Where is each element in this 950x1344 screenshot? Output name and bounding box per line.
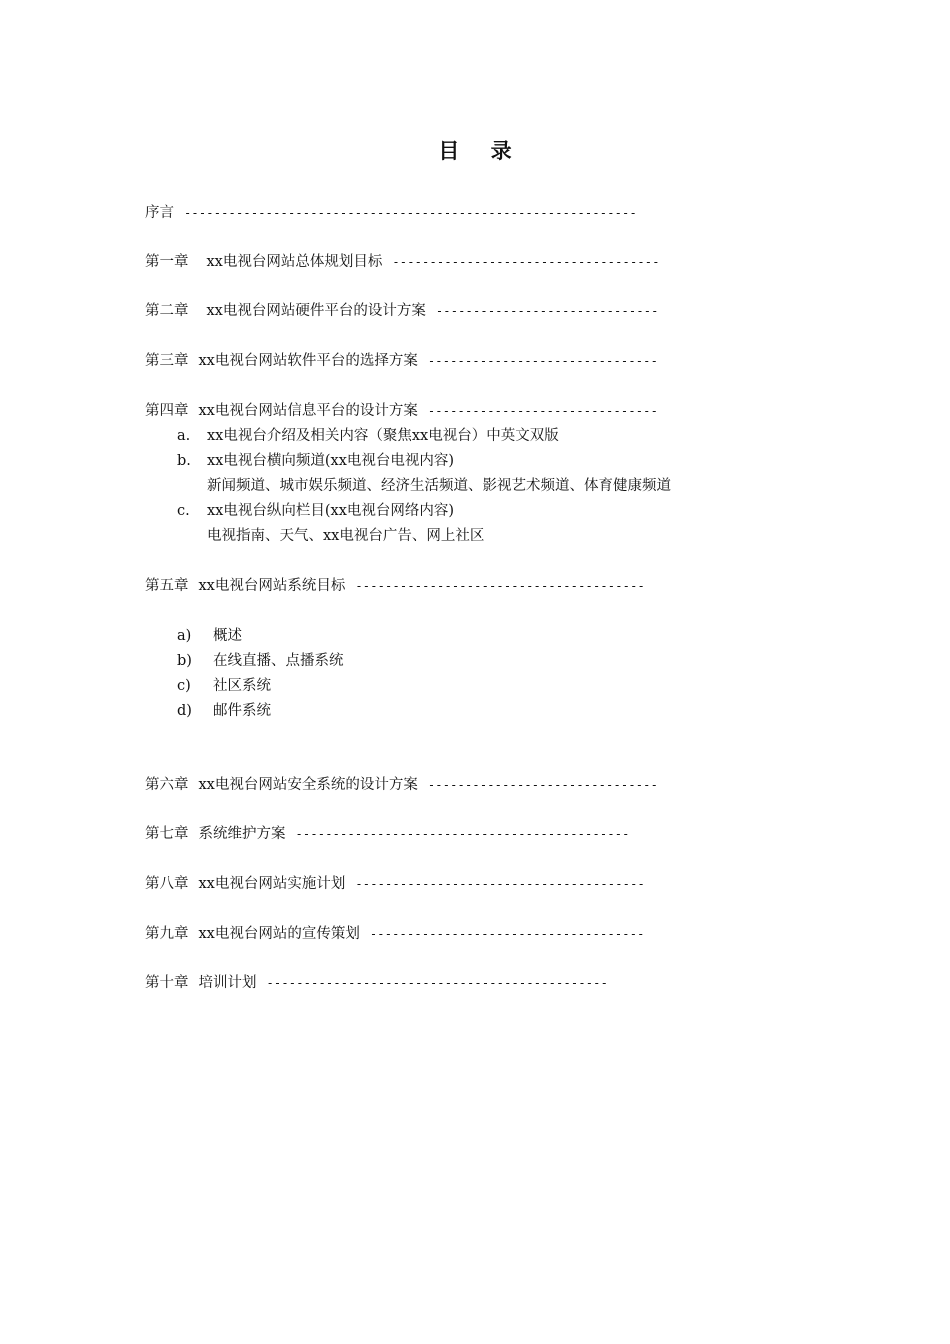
toc-leader: ------------------------------- bbox=[427, 778, 659, 792]
subitem-marker: d) bbox=[177, 703, 192, 719]
toc-entry-chapter-10[interactable] bbox=[145, 972, 608, 994]
subitem-marker: a. bbox=[177, 428, 191, 444]
subitem-marker: b. bbox=[177, 453, 191, 469]
toc-entry-label: 第一章 bbox=[145, 254, 189, 270]
toc-entry-label: 第六章 bbox=[145, 777, 189, 793]
subitem-text: xx电视台介绍及相关内容（聚焦xx电视台）中英文双版 bbox=[207, 428, 559, 444]
toc-entry-title: xx电视台网站安全系统的设计方案 bbox=[198, 777, 418, 793]
toc-entry-title: xx电视台网站信息平台的设计方案 bbox=[198, 403, 418, 419]
toc-entry-chapter-2[interactable] bbox=[145, 300, 659, 322]
toc-entry-preface[interactable] bbox=[145, 202, 637, 224]
toc-leader: ------------------------------ bbox=[435, 304, 659, 318]
toc-entry-label: 第八章 bbox=[145, 876, 189, 892]
toc-subitem-detail bbox=[207, 525, 484, 547]
toc-entry-chapter-9[interactable] bbox=[145, 923, 645, 945]
toc-subitem[interactable] bbox=[177, 650, 344, 672]
toc-entry-chapter-5[interactable] bbox=[145, 575, 645, 597]
toc-entry-chapter-8[interactable] bbox=[145, 873, 645, 895]
toc-entry-title: xx电视台网站总体规划目标 bbox=[206, 254, 383, 270]
subitem-text: xx电视台纵向栏目(xx电视台网络内容) bbox=[207, 503, 455, 519]
toc-entry-chapter-1[interactable] bbox=[145, 251, 660, 273]
toc-entry-label: 第十章 bbox=[145, 975, 189, 991]
toc-leader: --------------------------------------- bbox=[355, 877, 645, 891]
toc-entry-title: xx电视台网站的宣传策划 bbox=[198, 926, 360, 942]
subitem-marker: c. bbox=[177, 503, 190, 519]
toc-entry-title: xx电视台网站硬件平台的设计方案 bbox=[206, 303, 426, 319]
subitem-marker: c) bbox=[177, 678, 191, 694]
toc-subitem[interactable] bbox=[177, 450, 454, 472]
toc-entry-chapter-6[interactable] bbox=[145, 774, 658, 796]
toc-entry-label: 序言 bbox=[145, 205, 174, 221]
toc-leader: --------------------------------------------- bbox=[295, 827, 630, 841]
toc-entry-chapter-3[interactable] bbox=[145, 350, 658, 372]
subitem-marker: b) bbox=[177, 653, 192, 669]
subitem-text: 概述 bbox=[213, 628, 242, 644]
toc-subitem[interactable] bbox=[177, 625, 242, 647]
toc-leader: ------------------------------- bbox=[427, 404, 659, 418]
subitem-text: 社区系统 bbox=[213, 678, 271, 694]
page-title: 目 录 bbox=[438, 138, 524, 163]
toc-entry-title: 培训计划 bbox=[198, 975, 257, 991]
toc-entry-label: 第五章 bbox=[145, 578, 189, 594]
toc-leader: ------------------------------------------------------------- bbox=[184, 206, 637, 220]
toc-leader: --------------------------------------- bbox=[355, 579, 645, 593]
toc-entry-label: 第二章 bbox=[145, 303, 189, 319]
subitem-text: xx电视台横向频道(xx电视台电视内容) bbox=[207, 453, 455, 469]
toc-subitem[interactable] bbox=[177, 675, 271, 697]
toc-entry-title: xx电视台网站系统目标 bbox=[198, 578, 346, 594]
toc-subitem-detail bbox=[207, 475, 671, 497]
toc-leader: ---------------------------------------------- bbox=[266, 976, 609, 990]
toc-entry-title: xx电视台网站实施计划 bbox=[198, 876, 346, 892]
subitem-text: 新闻频道、城市娱乐频道、经济生活频道、影视艺术频道、体育健康频道 bbox=[207, 478, 671, 494]
toc-leader: ------------------------------- bbox=[427, 354, 659, 368]
toc-leader: ------------------------------------- bbox=[369, 927, 645, 941]
toc-entry-chapter-4[interactable] bbox=[145, 400, 658, 422]
subitem-text: 邮件系统 bbox=[213, 703, 271, 719]
toc-entry-label: 第四章 bbox=[145, 403, 189, 419]
toc-entry-label: 第九章 bbox=[145, 926, 189, 942]
toc-subitem[interactable] bbox=[177, 700, 271, 722]
toc-entry-title: 系统维护方案 bbox=[198, 826, 286, 842]
toc-entry-label: 第七章 bbox=[145, 826, 189, 842]
toc-leader: ------------------------------------ bbox=[392, 255, 660, 269]
toc-entry-title: xx电视台网站软件平台的选择方案 bbox=[198, 353, 418, 369]
subitem-text: 在线直播、点播系统 bbox=[213, 653, 344, 669]
toc-entry-chapter-7[interactable] bbox=[145, 823, 630, 845]
subitem-text: 电视指南、天气、xx电视台广告、网上社区 bbox=[207, 528, 485, 544]
toc-subitem[interactable] bbox=[177, 500, 454, 522]
subitem-marker: a) bbox=[177, 628, 192, 644]
toc-subitem[interactable] bbox=[177, 425, 559, 447]
toc-entry-label: 第三章 bbox=[145, 353, 189, 369]
